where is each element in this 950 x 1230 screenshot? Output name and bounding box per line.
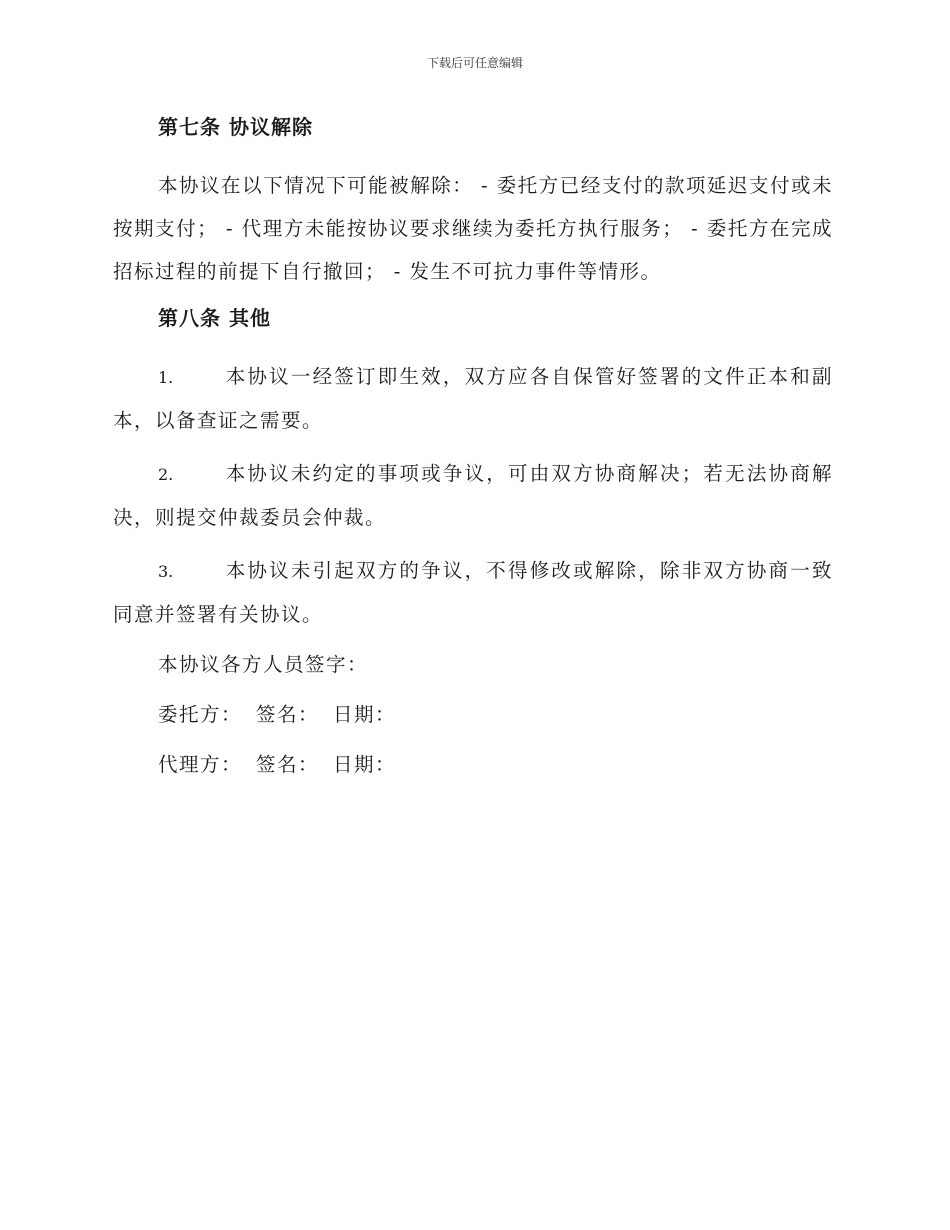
list-item: [113, 549, 833, 636]
section-title-other: 第八条 其他: [158, 306, 271, 330]
date-label: 日期：: [333, 703, 397, 726]
signature-intro: 本协议各方人员签字：: [158, 653, 369, 676]
date-label: 日期：: [333, 753, 397, 776]
section-title-termination: 第七条 协议解除: [158, 115, 313, 139]
page-header: 下载后可任意编辑: [426, 56, 523, 70]
list-number: 2.: [158, 465, 174, 484]
list-item: [113, 452, 833, 539]
termination-paragraph: 本协议在以下情况下可能被解除： - 委托方已经支付的款项延迟支付或未按期支付； - 代理方未能按协议要求继续为委托方执行服务； - 委托方在完成招标过程的前提下自行撤回； - 发生不可抗力事件等情形。: [113, 174, 833, 283]
list-item: [113, 355, 833, 442]
sign-label: 签名：: [256, 753, 320, 776]
signature-row-client: [113, 700, 833, 730]
list-item-text: 本协议未约定的事项或争议，可由双方协商解决；若无法协商解决，则提交仲裁委员会仲裁。: [113, 462, 833, 529]
list-item-text: 本协议一经签订即生效，双方应各自保管好签署的文件正本和副本，以备查证之需要。: [113, 365, 833, 432]
party-label: 代理方：: [158, 753, 243, 776]
list-item-text: 本协议未引起双方的争议，不得修改或解除，除非双方协商一致同意并签署有关协议。: [113, 559, 833, 626]
document-body: [113, 112, 833, 800]
party-label: 委托方：: [158, 703, 243, 726]
list-number: 3.: [158, 562, 174, 581]
sign-label: 签名：: [256, 703, 320, 726]
signature-row-agent: [113, 750, 833, 780]
list-number: 1.: [158, 368, 174, 387]
